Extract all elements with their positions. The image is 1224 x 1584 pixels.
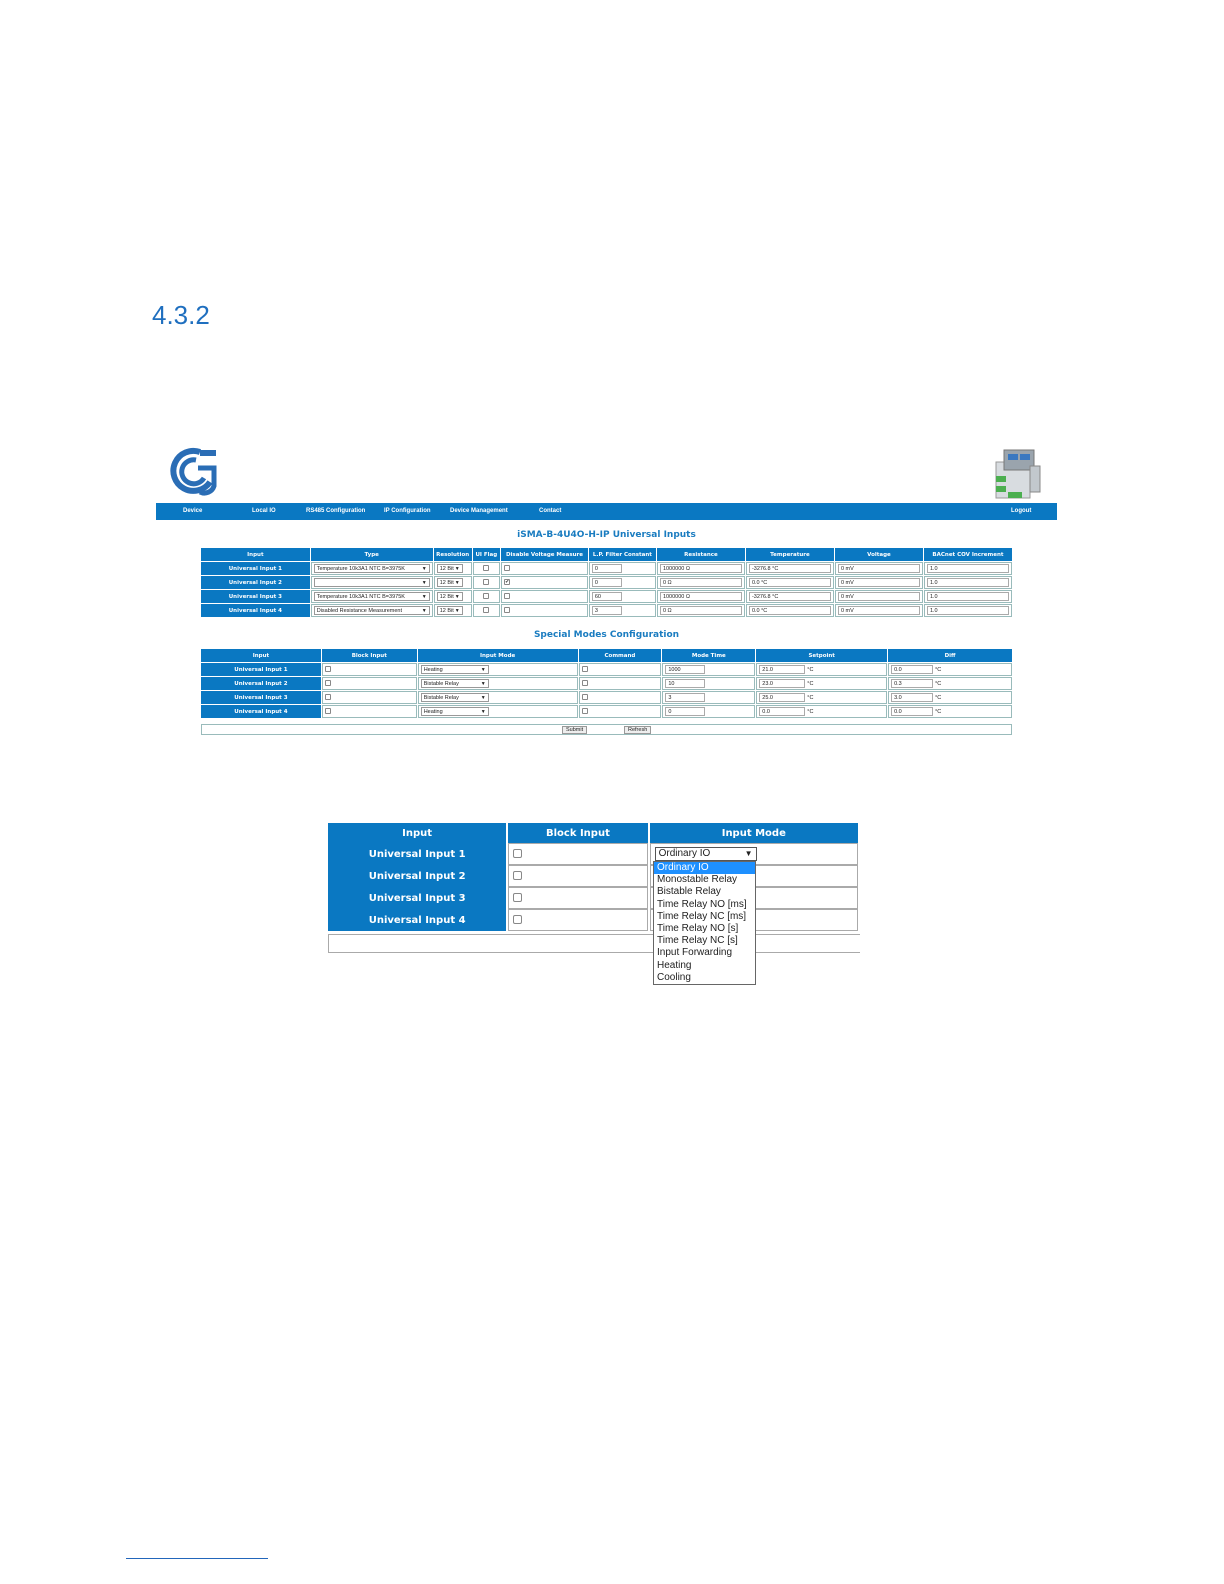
chevron-down-icon: ▼ [454, 566, 460, 572]
universal-inputs-header-row [201, 548, 1012, 561]
resolution-select[interactable]: 12 Bit ▼ [437, 592, 463, 601]
temperature-field: -3276.8 °C [749, 564, 831, 573]
voltage-field: 0 mV [838, 606, 920, 615]
input-mode-select[interactable]: Bistable Relay ▼ [421, 693, 489, 702]
input-mode-select[interactable]: Bistable Relay ▼ [421, 679, 489, 688]
unit-label: °C [807, 666, 814, 673]
row-label: Universal Input 1 [328, 843, 506, 865]
table-row [201, 576, 1012, 589]
row-label: Universal Input 4 [328, 909, 506, 931]
disable-voltage-checkbox[interactable] [504, 607, 510, 613]
detail-header-row [328, 823, 858, 843]
ui-flag-checkbox[interactable] [483, 593, 489, 599]
diff-input[interactable]: 0.0 [891, 707, 933, 716]
option-monostable-relay[interactable]: Monostable Relay [657, 874, 738, 886]
col-block-input: Block Input [322, 649, 417, 662]
type-select[interactable]: Disabled Resistance Measurement ▼ [314, 606, 430, 615]
resolution-select[interactable]: 12 Bit ▼ [437, 606, 463, 615]
col-disable-voltage: Disable Voltage Measure [501, 548, 588, 561]
row-label: Universal Input 2 [201, 677, 321, 690]
row-label: Universal Input 3 [328, 887, 506, 909]
chevron-down-icon: ▼ [744, 849, 753, 858]
mode-time-input[interactable]: 10 [665, 679, 705, 688]
mode-time-input[interactable]: 3 [665, 693, 705, 702]
block-input-checkbox[interactable] [513, 915, 522, 924]
input-mode-select[interactable]: Heating ▼ [421, 707, 489, 716]
submit-button[interactable]: Submit [562, 726, 587, 734]
disable-voltage-checkbox-checked[interactable]: ✔ [505, 579, 510, 586]
option-time-relay-nc-ms[interactable]: Time Relay NC [ms] [657, 910, 747, 922]
col-ui-flag: UI Flag [473, 548, 501, 561]
top-nav-bar [156, 503, 1057, 520]
ui-flag-checkbox[interactable] [483, 607, 489, 613]
type-select[interactable]: Temperature 10k3A1 NTC B=3975K ▼ [314, 592, 430, 601]
unit-label: °C [807, 680, 814, 687]
col-input-mode: Input Mode [418, 649, 578, 662]
command-checkbox[interactable] [582, 680, 588, 686]
resolution-select[interactable]: 12 Bit ▼ [437, 578, 463, 587]
block-input-checkbox[interactable] [513, 871, 522, 880]
table-row [201, 604, 1012, 617]
col-mode-time: Mode Time [662, 649, 755, 662]
table-row [328, 865, 858, 887]
block-input-checkbox[interactable] [325, 694, 331, 700]
ui-flag-checkbox[interactable] [483, 579, 489, 585]
unit-label: °C [935, 666, 942, 673]
cov-input[interactable]: 1.0 [927, 578, 1009, 587]
table-row [201, 691, 1012, 704]
col-block-input: Block Input [508, 823, 647, 843]
option-time-relay-no-s[interactable]: Time Relay NO [s] [657, 922, 739, 934]
option-time-relay-nc-s[interactable]: Time Relay NC [s] [657, 935, 738, 947]
unit-label: °C [935, 694, 942, 701]
block-input-checkbox[interactable] [513, 849, 522, 858]
col-command: Command [579, 649, 662, 662]
setpoint-input[interactable]: 25.0 [759, 693, 805, 702]
refresh-button[interactable]: Refresh [624, 726, 651, 734]
row-label: Universal Input 2 [201, 576, 310, 589]
chevron-down-icon: ▼ [421, 566, 427, 572]
row-label: Universal Input 3 [201, 691, 321, 704]
nav-rs485-configuration[interactable]: RS485 Configuration [306, 508, 366, 514]
table-row [201, 663, 1012, 676]
table-row [328, 909, 858, 931]
filter-input[interactable]: 0 [592, 564, 622, 573]
mode-time-input[interactable]: 0 [665, 707, 705, 716]
resistance-field: 0 Ω [660, 578, 742, 587]
g5-logo-icon [170, 446, 222, 498]
diff-input[interactable]: 0.0 [891, 665, 933, 674]
special-modes-table [200, 648, 1013, 719]
input-mode-select[interactable]: Heating ▼ [421, 665, 489, 674]
voltage-field: 0 mV [838, 564, 920, 573]
chevron-down-icon: ▼ [480, 709, 486, 715]
nav-contact[interactable]: Contact [539, 508, 562, 514]
command-checkbox[interactable] [582, 694, 588, 700]
disable-voltage-checkbox[interactable] [504, 565, 510, 571]
block-input-checkbox[interactable] [325, 680, 331, 686]
nav-device[interactable]: Device [183, 508, 203, 514]
device-module-icon [984, 444, 1046, 502]
nav-local-io[interactable]: Local IO [252, 508, 276, 514]
col-setpoint: Setpoint [756, 649, 887, 662]
table-row [201, 677, 1012, 690]
filter-input[interactable]: 60 [592, 592, 622, 601]
col-resolution: Resolution [434, 548, 472, 561]
form-buttons-row [201, 724, 1012, 735]
block-input-checkbox[interactable] [513, 893, 522, 902]
special-modes-header-row [201, 649, 1012, 662]
option-heating[interactable]: Heating [657, 959, 692, 971]
option-cooling[interactable]: Cooling [657, 971, 691, 983]
temperature-field: 0.0 °C [749, 578, 831, 587]
nav-logout[interactable]: Logout [1011, 508, 1032, 514]
unit-label: °C [935, 680, 942, 687]
input-mode-options-list[interactable] [653, 861, 756, 985]
command-checkbox[interactable] [582, 708, 588, 714]
chevron-down-icon: ▼ [454, 580, 460, 586]
option-input-forwarding[interactable]: Input Forwarding [657, 947, 733, 959]
command-checkbox[interactable] [582, 666, 588, 672]
type-select[interactable]: Temperature 10k3A1 NTC B=3975K ▼ [314, 564, 430, 573]
setpoint-input[interactable]: 21.0 [759, 665, 805, 674]
nav-ip-configuration[interactable]: IP Configuration [384, 508, 431, 514]
resistance-field: 0 Ω [660, 606, 742, 615]
col-bacnet-cov: BACnet COV Increment [924, 548, 1012, 561]
cov-input[interactable]: 1.0 [927, 592, 1009, 601]
special-modes-title: Special Modes Configuration [533, 630, 680, 640]
unit-label: °C [935, 708, 942, 715]
chevron-down-icon: ▼ [421, 580, 427, 586]
block-input-checkbox[interactable] [325, 708, 331, 714]
row-label: Universal Input 1 [201, 663, 321, 676]
setpoint-input[interactable]: 23.0 [759, 679, 805, 688]
cov-input[interactable]: 1.0 [927, 606, 1009, 615]
table-row [328, 843, 858, 865]
option-bistable-relay[interactable]: Bistable Relay [657, 886, 721, 898]
form-buttons-row [328, 934, 860, 953]
type-select[interactable] [314, 578, 430, 587]
option-time-relay-no-ms[interactable]: Time Relay NO [ms] [657, 898, 747, 910]
col-input: Input [201, 548, 310, 561]
nav-device-management[interactable]: Device Management [450, 508, 508, 514]
row-label: Universal Input 3 [201, 590, 310, 603]
resistance-field: 1000000 Ω [660, 564, 742, 573]
resolution-select[interactable]: 12 Bit ▼ [437, 564, 463, 573]
table-row [328, 887, 858, 909]
col-voltage: Voltage [835, 548, 923, 561]
chevron-down-icon: ▼ [480, 667, 486, 673]
col-type: Type [311, 548, 433, 561]
resistance-field: 1000000 Ω [660, 592, 742, 601]
col-resistance: Resistance [657, 548, 745, 561]
row-label: Universal Input 4 [201, 705, 321, 718]
row-label: Universal Input 4 [201, 604, 310, 617]
diff-input[interactable]: 3.0 [891, 693, 933, 702]
col-diff: Diff [888, 649, 1012, 662]
input-mode-detail-table [326, 823, 860, 931]
row-label: Universal Input 2 [328, 865, 506, 887]
diff-input[interactable]: 0.3 [891, 679, 933, 688]
device-web-ui-screenshot [156, 440, 1057, 740]
col-temperature: Temperature [746, 548, 834, 561]
setpoint-input[interactable]: 0.0 [759, 707, 805, 716]
col-input: Input [328, 823, 506, 843]
unit-label: °C [807, 694, 814, 701]
voltage-field: 0 mV [838, 592, 920, 601]
temperature-field: -3276.8 °C [749, 592, 831, 601]
row-label: Universal Input 1 [201, 562, 310, 575]
input-mode-select[interactable]: Ordinary IO ▼ [655, 847, 757, 861]
universal-inputs-title: iSMA-B-4U4O-H-IP Universal Inputs [517, 530, 696, 540]
table-row [201, 590, 1012, 603]
chevron-down-icon: ▼ [480, 695, 486, 701]
temperature-field: 0.0 °C [749, 606, 831, 615]
ui-flag-checkbox[interactable] [483, 565, 489, 571]
disable-voltage-checkbox[interactable] [504, 593, 510, 599]
option-ordinary-io[interactable]: Ordinary IO [654, 862, 755, 874]
block-input-checkbox[interactable] [325, 666, 331, 672]
input-mode-dropdown-screenshot [328, 823, 860, 988]
col-input-mode: Input Mode [650, 823, 858, 843]
col-filter: L.P. Filter Constant [589, 548, 656, 561]
col-input: Input [201, 649, 321, 662]
filter-input[interactable]: 0 [592, 578, 622, 587]
filter-input[interactable]: 3 [592, 606, 622, 615]
chevron-down-icon: ▼ [454, 594, 460, 600]
cov-input[interactable]: 1.0 [927, 564, 1009, 573]
chevron-down-icon: ▼ [480, 681, 486, 687]
voltage-field: 0 mV [838, 578, 920, 587]
chevron-down-icon: ▼ [421, 594, 427, 600]
chevron-down-icon: ▼ [421, 608, 427, 614]
table-row [201, 562, 1012, 575]
universal-inputs-table [200, 547, 1013, 618]
mode-time-input[interactable]: 1000 [665, 665, 705, 674]
unit-label: °C [807, 708, 814, 715]
footnote-separator [126, 1558, 268, 1559]
chevron-down-icon: ▼ [454, 608, 460, 614]
table-row [201, 705, 1012, 718]
section-number: 4.3.2 [152, 300, 210, 330]
